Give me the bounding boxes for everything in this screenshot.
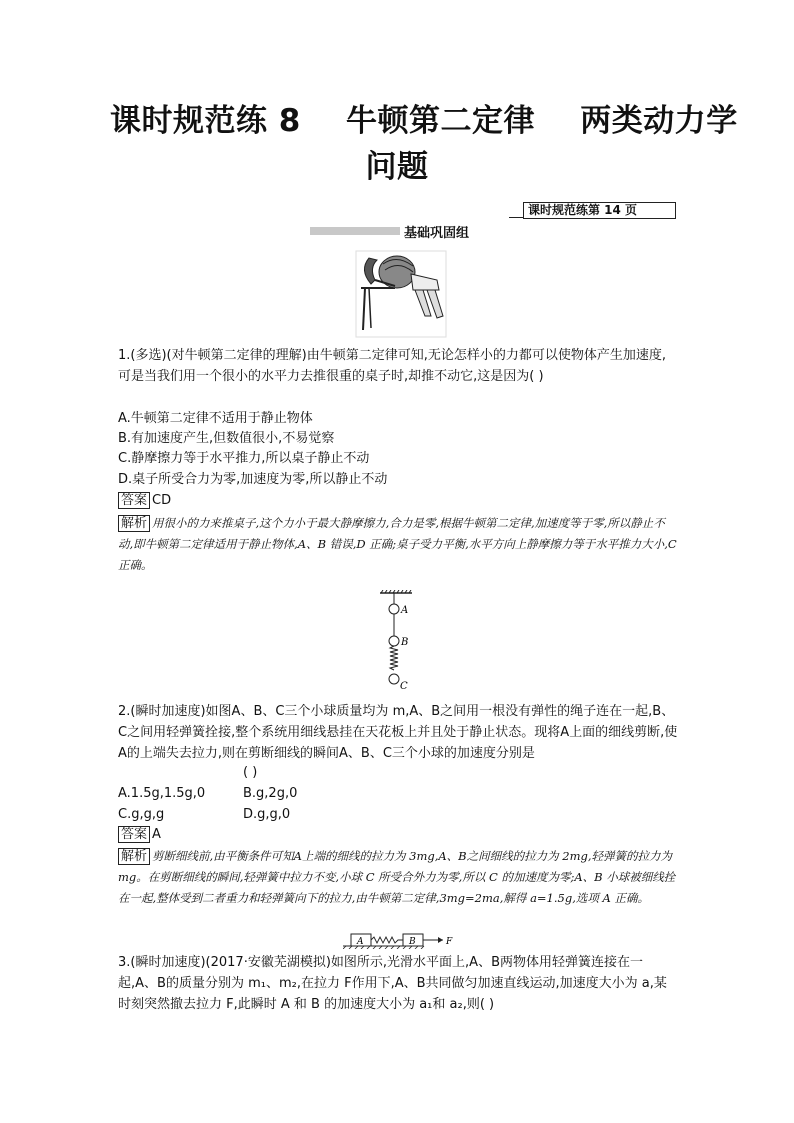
question-2-stem: 2.(瞬时加速度)如图A、B、C三个小球质量均为 m,A、B之间用一根没有弹性的绳子连在一起,B、C之间用轻弹簧拴接,整个系统用细线悬挂在天花板上并且处于静止状态。现将A上面的细线剪断,使A的上端失去拉力,则在剪断细线的瞬间A、B、C三个小球的加速度分别是 [118, 704, 678, 761]
force-f-label: F [446, 937, 453, 947]
section-title: 基础巩固组 [404, 226, 470, 241]
q1-option-a: A.牛顿第二定律不适用于静止物体 [118, 411, 313, 426]
q2-option-c: C.g,g,g [118, 807, 165, 822]
figure-blocks-spring [343, 929, 455, 949]
page-title [110, 98, 738, 190]
figure-hanging-balls [378, 590, 418, 694]
ball-b-label: B [401, 637, 409, 648]
q2-analysis-text: 剪断细线前,由平衡条件可知A上端的细线的拉力为 3mg,A、B之间细线的拉力为 2mg,轻弹簧的拉力为 mg。在剪断细线的瞬间,轻弹簧中拉力不变,小球 C 所受合外力为零,所以 C 的加速度为零;A、B 小球被细线拴在一起,整体受到二者重力和轻弹簧向下的拉力,由牛顿第二定律,3mg=2ma,解得 a=1.5g,选项 A 正确。 [118, 849, 676, 905]
ball-a-label: A [401, 605, 409, 616]
q1-analysis [118, 513, 678, 576]
q2-option-d: D.g,g,0 [243, 807, 291, 822]
section-bar [310, 227, 400, 235]
question-3-stem: 3.(瞬时加速度)(2017·安徽芜湖模拟)如图所示,光滑水平面上,A、B两物体用轻弹簧连接在一起,A、B的质量分别为 m₁、m₂,在拉力 F作用下,A、B共同做匀加速直线运动,加速度大小为 a,某时刻突然撤去拉力 F,此瞬时 A 和 B 的加速度大小为 a₁和 a₂,则( ) [118, 955, 667, 1012]
question-1-stem: 1.(多选)(对牛顿第二定律的理解)由牛顿第二定律可知,无论怎样小的力都可以使物体产生加速度,可是当我们用一个很小的水平力去推很重的桌子时,却推不动它,这是因为( ) [118, 348, 666, 384]
ball-c-label: C [400, 681, 408, 692]
q2-option-a: A.1.5g,1.5g,0 [118, 786, 206, 801]
analysis-tag: 解析 [118, 848, 150, 865]
page-ref-underline [509, 217, 524, 218]
title-line-2: 问题 [365, 149, 429, 185]
q2-analysis [118, 846, 678, 909]
answer-tag: 答案 [118, 826, 150, 843]
q1-answer-value: CD [152, 493, 172, 508]
title-line-1: 课时规范练 8 牛顿第二定律 两类动力学 [110, 103, 738, 139]
q2-answer-value: A [152, 827, 161, 842]
q2-paren: ( ) [243, 765, 258, 780]
q1-option-c: C.静摩擦力等于水平推力,所以桌子静止不动 [118, 451, 370, 466]
q2-answer-row [118, 826, 161, 843]
q1-answer-row [118, 492, 171, 509]
q1-option-d: D.桌子所受合力为零,加速度为零,所以静止不动 [118, 472, 388, 487]
block-a-label: A [357, 937, 364, 947]
figure-person-pushing-desk [355, 250, 447, 338]
q1-option-b: B.有加速度产生,但数值很小,不易觉察 [118, 431, 335, 446]
block-b-label: B [409, 937, 416, 947]
q2-option-b: B.g,2g,0 [243, 786, 298, 801]
analysis-tag: 解析 [118, 515, 150, 532]
answer-tag: 答案 [118, 492, 150, 509]
q1-analysis-text: 用很小的力来推桌子,这个力小于最大静摩擦力,合力是零,根据牛顿第二定律,加速度等于零,所以静止不动,即牛顿第二定律适用于静止物体,A、B 错误,D 正确;桌子受力平衡,水平方向上静摩擦力等于水平推力大小,C 正确。 [118, 516, 677, 572]
page-reference-box[interactable]: 课时规范练第 14 页 [523, 202, 676, 219]
